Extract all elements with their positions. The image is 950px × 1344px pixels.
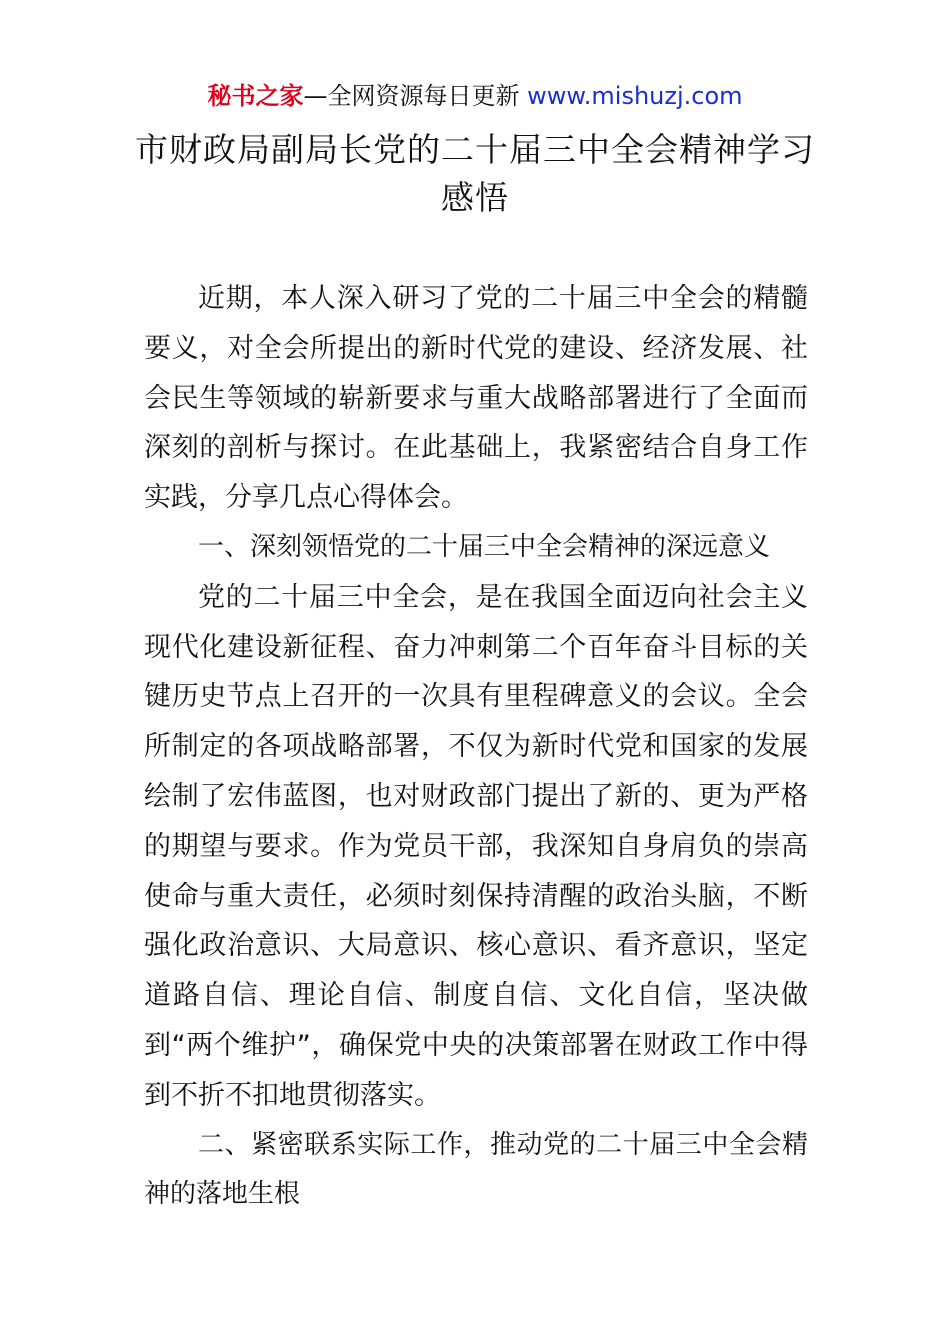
intro-paragraph: 近期，本人深入研习了党的二十届三中全会的精髓要义，对全会所提出的新时代党的建设、经济发展、社会民生等领域的崭新要求与重大战略部署进行了全面而深刻的剖析与探讨。在此基础上，我紧密结合自身工作实践，分享几点心得体会。: [144, 283, 808, 514]
section-heading-1: 一、深刻领悟党的二十届三中全会精神的深远意义: [198, 531, 771, 562]
document-title: 市财政局副局长党的二十届三中全会精神学习感悟: [135, 130, 815, 217]
site-tagline: —全网资源每日更新: [303, 82, 528, 110]
site-header: [0, 80, 950, 112]
site-brand: 秘书之家: [207, 82, 304, 110]
body-paragraph: 党的二十届三中全会，是在我国全面迈向社会主义现代化建设新征程、奋力冲刺第二个百年奋斗目标的关键历史节点上召开的一次具有里程碑意义的会议。全会所制定的各项战略部署，不仅为新时代党和国家的发展绘制了宏伟蓝图，也对财政部门提出了新的、更为严格的期望与要求。作为党员干部，我深知自身肩负的崇高使命与重大责任，必须时刻保持清醒的政治头脑，不断强化政治意识、大局意识、核心意识、看齐意识，坚定道路自信、理论自信、制度自信、文化自信，坚决做到“两个维护”，确保党中央的决策部署在财政工作中得到不折不扣地贯彻落实。: [144, 581, 808, 1111]
document-body: [144, 274, 808, 1220]
section-heading-2: 二、紧密联系实际工作，推动党的二十届三中全会精神的落地生根: [144, 1129, 808, 1210]
site-url-link[interactable]: www.mishuzj.com: [527, 82, 743, 110]
